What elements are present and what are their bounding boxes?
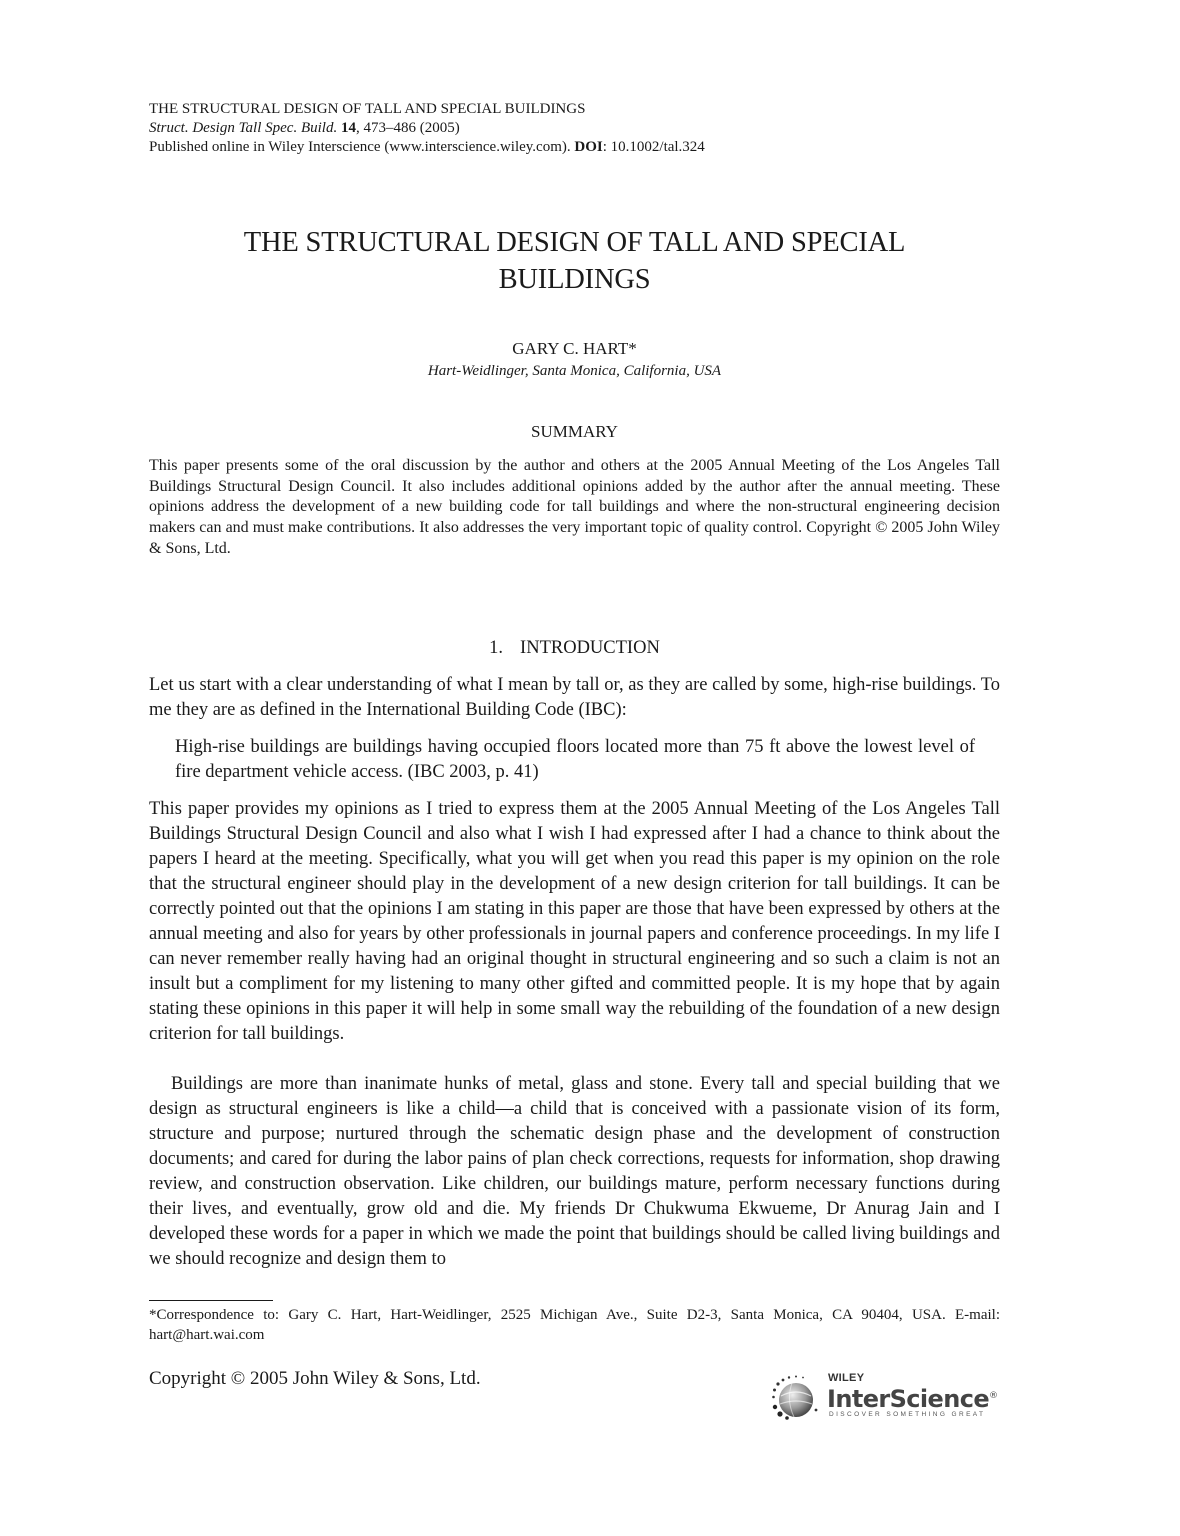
author-affiliation: Hart-Weidlinger, Santa Monica, California, USA	[427, 363, 722, 379]
paper-title-line2: BUILDINGS	[498, 264, 651, 295]
section-number: 1.	[489, 638, 504, 658]
interscience-wordmark: InterScience®	[827, 1385, 998, 1413]
footnote-correspondence: *Correspondence to: Gary C. Hart, Hart-Weidlinger, 2525 Michigan Ave., Suite D2-3, Santa Monica, CA 90404, USA. E-mail: hart@hart.wai.com	[149, 1307, 1000, 1343]
doi-value: : 10.1002/tal.324	[602, 139, 705, 155]
block-quote: High-rise buildings are buildings having occupied floors located more than 75 ft above the lowest level of fire department vehicle access. (IBC 2003, p. 41)	[175, 737, 975, 782]
paper-title	[149, 224, 1000, 298]
section-heading-introduction	[149, 636, 1000, 660]
wiley-wordmark: WILEY	[828, 1372, 865, 1384]
footnote-divider	[149, 1300, 273, 1301]
citation-volume: 14	[340, 120, 356, 136]
author-name: GARY C. HART*	[512, 339, 637, 358]
body-paragraph-2: This paper provides my opinions as I tried to express them at the 2005 Annual Meeting of the Los Angeles Tall Buildings Structural Design Council and also what I wish I had expressed after I had a chance to think about the papers I heard at the meeting. Specifically, what you will get when you read this paper is my opinion on the role that the structural engineer should play in the development of a new design criterion for tall buildings. It can be correctly pointed out that the opinions I am stating in this paper are those that have been expressed by others at the annual meeting and also for years by other professionals in journal papers and conference proceedings. In my life I can never remember really having had an original thought in structural engineering and so such a claim is not an insult but a compliment for my listening to many other gifted and committed people. It is my hope that by again stating these opinions in this paper it will help in some small way the rebuilding of the foundation of a new design criterion for tall buildings.	[149, 799, 1000, 1044]
footer-copyright: Copyright © 2005 John Wiley & Sons, Ltd.	[149, 1368, 481, 1389]
summary-text: This paper presents some of the oral discussion by the author and others at the 2005 Annual Meeting of the Los Angeles Tall Buildings Structural Design Council. It also includes additional opinions added by the author after the annual meeting. These opinions address the development of a new building code for tall buildings and where the non-structural engineering decision makers can and must make contributions. It also addresses the very important topic of quality control. Copyright © 2005 John Wiley & Sons, Ltd.	[149, 457, 1000, 557]
summary-heading: SUMMARY	[531, 422, 618, 441]
citation-journal-abbrev: Struct. Design Tall Spec. Build.	[149, 120, 338, 136]
wiley-interscience-logo	[772, 1372, 1002, 1422]
citation-pages: , 473–486 (2005)	[355, 120, 460, 136]
journal-header	[149, 100, 705, 157]
doi-label: DOI	[574, 139, 603, 155]
body-paragraph-3: Buildings are more than inanimate hunks of metal, glass and stone. Every tall and special building that we design as structural engineers is like a child—a child that is conceived with a passionate vision of its form, structure and purpose; nurtured through the schematic design phase and the development of construction documents; and cared for during the labor pains of plan check corrections, requests for information, shop drawing review, and construction observation. Like children, our buildings mature, perform necessary functions during their lives, and eventually, grow old and die. My friends Dr Chukwuma Ekwueme, Dr Anurag Jain and I developed these words for a paper in which we made the point that buildings should be called living buildings and we should recognize and design them to	[149, 1074, 1000, 1269]
paper-title-line1: THE STRUCTURAL DESIGN OF TALL AND SPECIAL	[243, 227, 906, 258]
globe-dots-icon	[772, 1374, 822, 1420]
published-text: Published online in Wiley Interscience (www.interscience.wiley.com).	[149, 139, 575, 155]
section-title: INTRODUCTION	[520, 638, 660, 658]
logo-tagline: DISCOVER SOMETHING GREAT	[829, 1411, 986, 1418]
body-paragraph-1: Let us start with a clear understanding of what I mean by tall or, as they are called by some, high-rise buildings. To me they are as defined in the International Building Code (IBC):	[149, 675, 1000, 720]
journal-name: THE STRUCTURAL DESIGN OF TALL AND SPECIAL BUILDINGS	[149, 101, 586, 117]
published-line	[149, 138, 705, 157]
citation-line	[149, 119, 705, 138]
